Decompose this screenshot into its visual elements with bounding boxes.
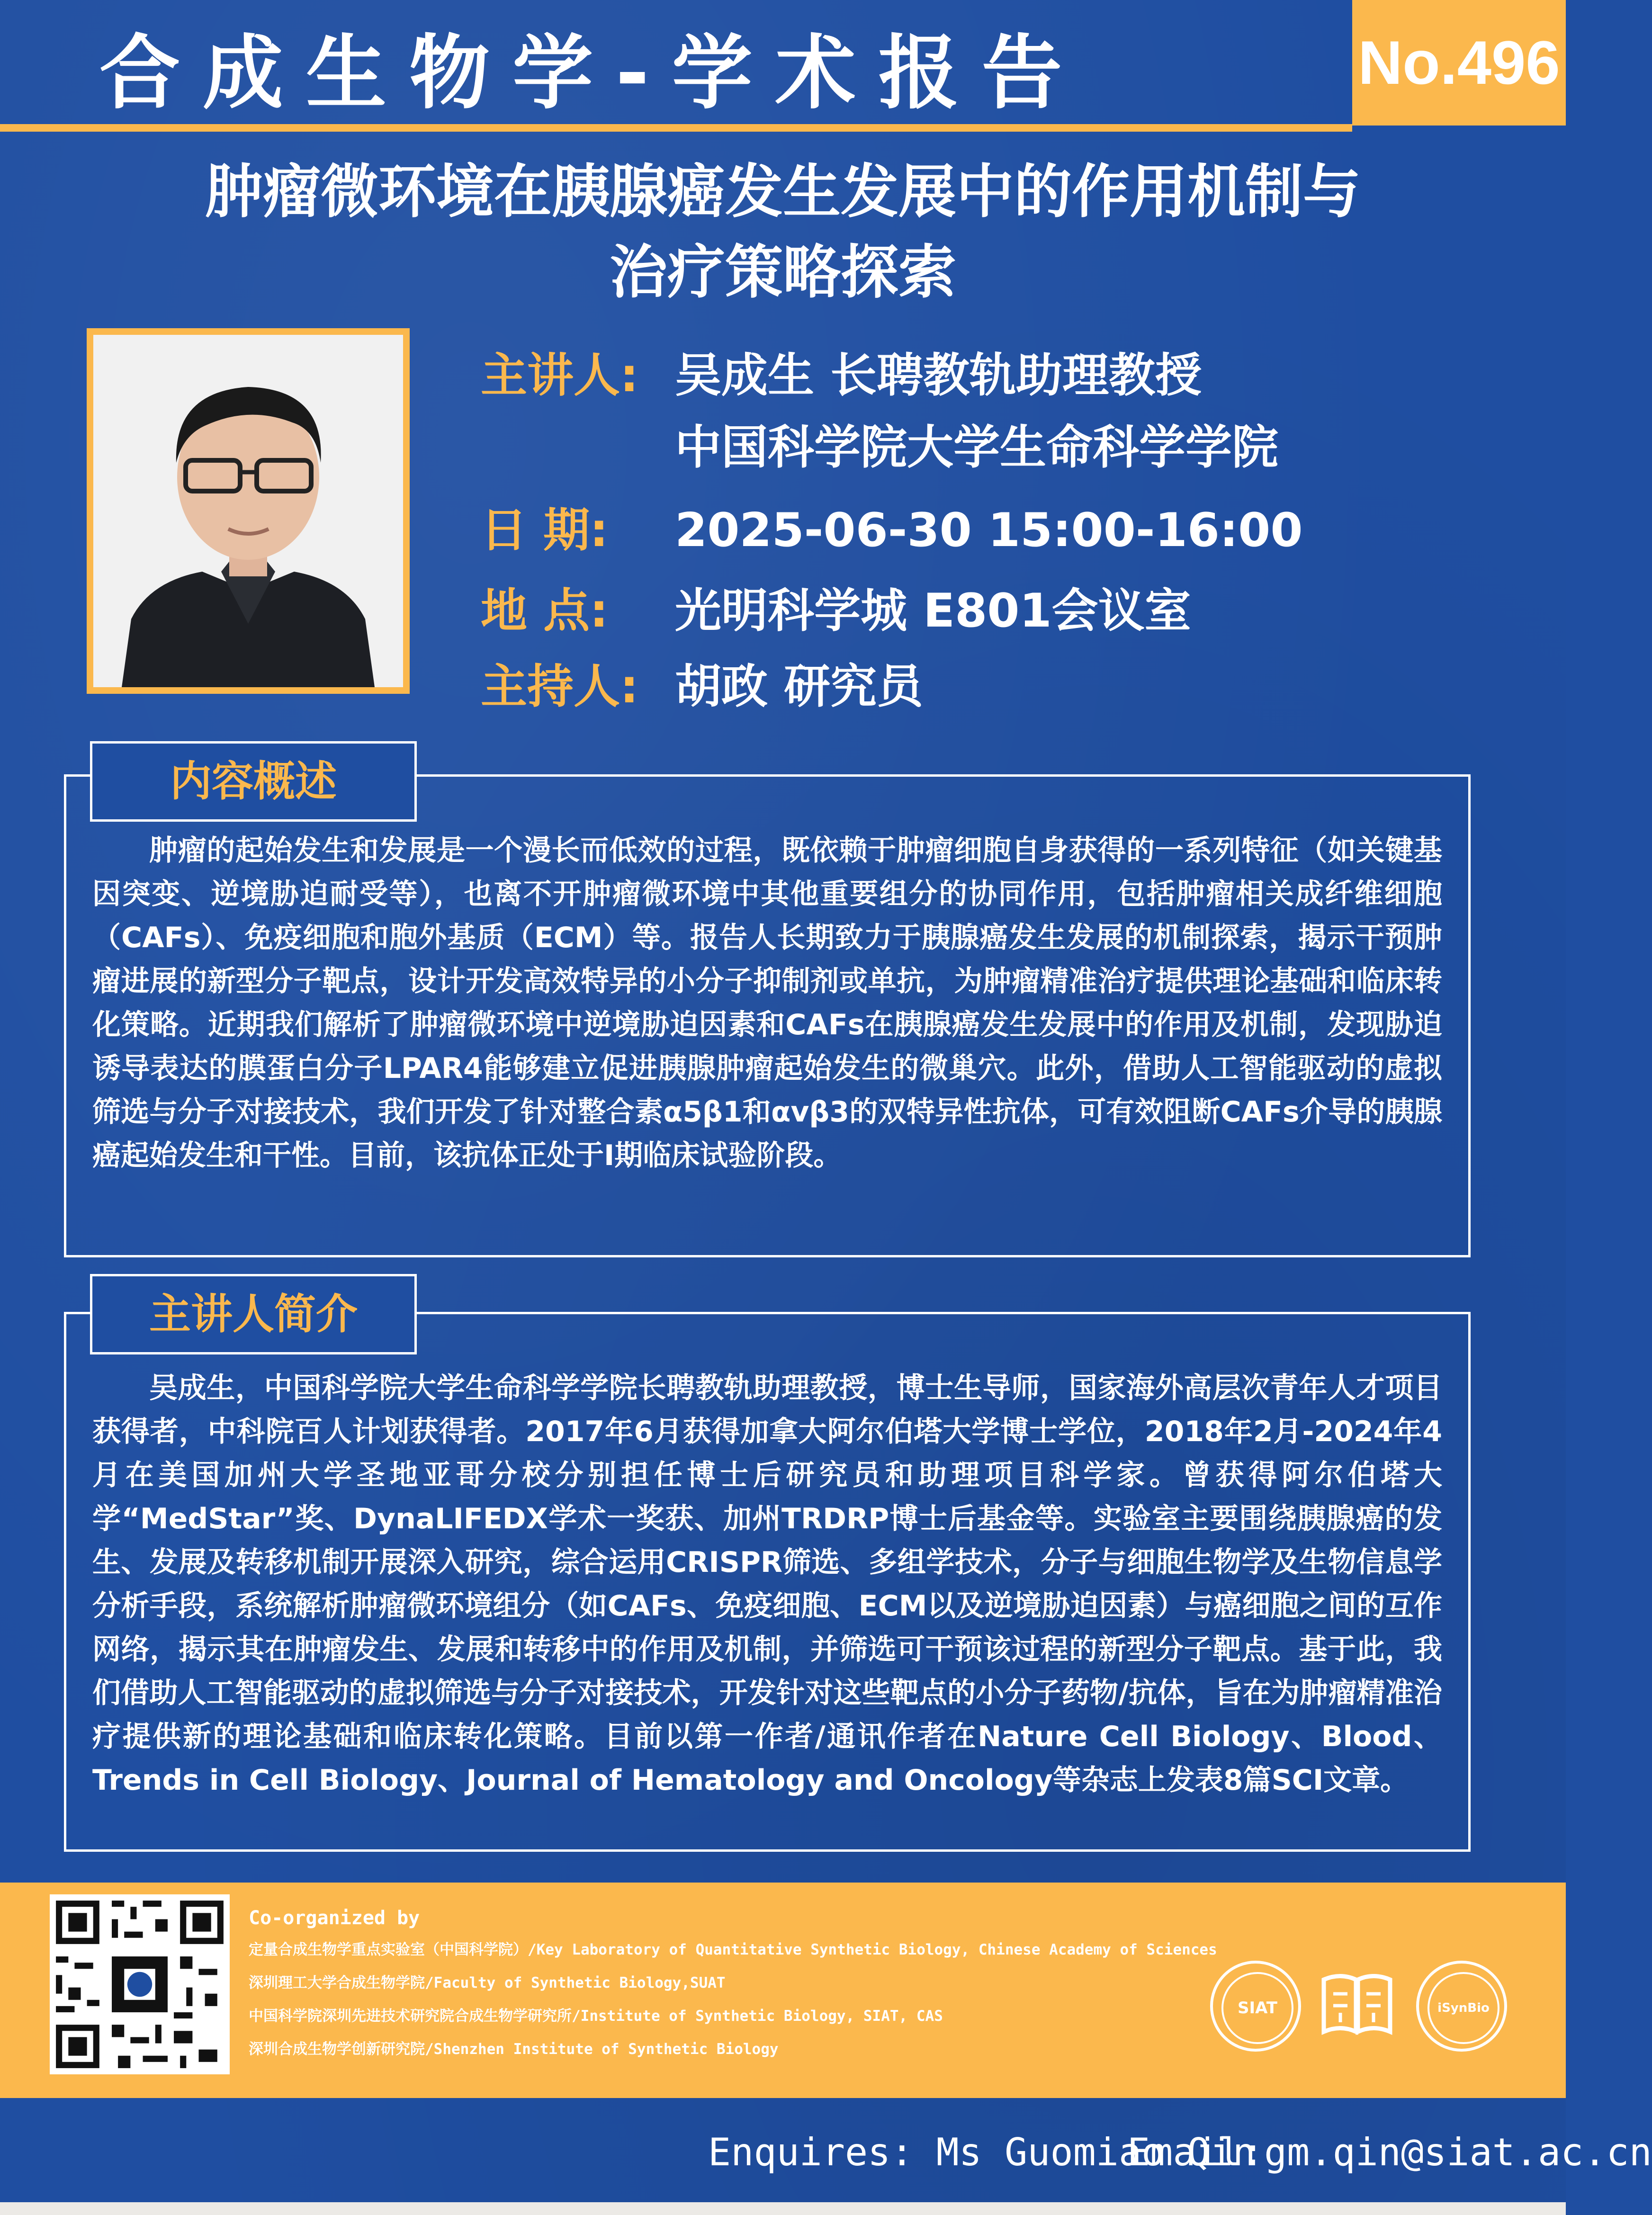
speaker-affiliation: 中国科学院大学生命科学学院 (675, 421, 1279, 475)
speaker-portrait-icon (93, 335, 403, 687)
summary-text: 肿瘤的起始发生和发展是一个漫长而低效的过程，既依赖于肿瘤细胞自身获得的一系列特征（如关键基因突变、逆境胁迫耐受等），也离不开肿瘤微环境中其他重要组分的协同作用，包括肿瘤相关成纤维细胞（CAFs）、免疫细胞和胞外基质（ECM）等。报告人长期致力于胰腺癌发生发展的机制探索，揭示干预肿瘤进展的新型分子靶点，设计开发高效特异的小分子抑制剂或单抗，为肿瘤精准治疗提供理论基础和临床转化策略。近期我们解析了肿瘤微环境中逆境胁迫因素和CAFs在胰腺癌发生发展中的作用及机制，发现胁迫诱导表达的膜蛋白分子LPAR4能够建立促进胰腺肿瘤起始发生的微巢穴。此外，借助人工智能驱动的虚拟筛选与分子对接技术，我们开发了针对整合素α5β1和αvβ3的双特异性抗体，可有效阻断CAFs介导的胰腺癌起始发生和干性。目前，该抗体正处于I期临床试验阶段。 (92, 834, 1442, 1172)
qr-code-icon (50, 1894, 230, 2074)
speaker-name: 吴成生 长聘教轨助理教授 (675, 349, 1202, 403)
organizer-1: 定量合成生物学重点实验室（中国科学院）/Key Laboratory of Quantitative Synthetic Biology, Chinese Academy of Sciences (249, 1941, 1217, 1958)
summary-box (64, 774, 1471, 1257)
enquires-contact: Enquires: Ms Guomiao Qin (708, 2130, 1256, 2174)
header-divider (0, 124, 1352, 132)
qr-code[interactable] (50, 1894, 230, 2074)
summary-heading: 内容概述 (90, 741, 417, 822)
email-contact[interactable]: Email:gm.qin@siat.ac.cn (1127, 2130, 1652, 2174)
host-value: 胡政 研究员 (675, 660, 924, 714)
talk-title-line2: 治疗策略探索 (610, 239, 956, 306)
bottom-edge (0, 2202, 1566, 2215)
speaker-label: 主讲人: (481, 349, 639, 403)
siat-logo (1210, 1961, 1301, 2052)
bio-text: 吴成生，中国科学院大学生命科学学院长聘教轨助理教授，博士生导师，国家海外高层次青年人才项目获得者，中科院百人计划获得者。2017年6月获得加拿大阿尔伯塔大学博士学位，2018年2月-2024年4月在美国加州大学圣地亚哥分校分别担任博士后研究员和助理项目科学家。曾获得阿尔伯塔大学“MedStar”奖、DynaLIFEDX学术一奖获、加州TRDRP博士后基金等。实验室主要围绕胰腺癌的发生、发展及转移机制开展深入研究，综合运用CRISPR筛选、多组学技术，分子与细胞生物学及生物信息学分析手段，系统解析肿瘤微环境组分（如CAFs、免疫细胞、ECM以及逆境胁迫因素）与癌细胞之间的互作网络，揭示其在肿瘤发生、发展和转移中的作用及机制，并筛选可干预该过程的新型分子靶点。基于此，我们借助人工智能驱动的虚拟筛选与分子对接技术，开发针对这些靶点的小分子药物/抗体，旨在为肿瘤精准治疗提供新的理论基础和临床转化策略。目前以第一作者/通讯作者在Nature Cell Biology、Blood、Trends in Cell Biology、Journal of Hematology and Oncology等杂志上发表8篇SCI文章。 (92, 1372, 1442, 1797)
date-value: 2025-06-30 15:00-16:00 (675, 503, 1303, 557)
organizer-3: 中国科学院深圳先进技术研究院合成生物学研究所/Institute of Synthetic Biology, SIAT, CAS (249, 2008, 943, 2025)
organizer-4: 深圳合成生物学创新研究院/Shenzhen Institute of Synthetic Biology (249, 2041, 779, 2058)
bio-heading: 主讲人简介 (90, 1274, 417, 1354)
issue-number-badge: No.496 (1352, 0, 1566, 126)
date-label: 日 期: (481, 503, 609, 557)
talk-title-line1: 肿瘤微环境在胰腺癌发生发展中的作用机制与 (205, 158, 1361, 225)
suat-logo (1314, 1961, 1400, 2046)
speaker-photo (87, 328, 410, 694)
book-logo-icon (1314, 1961, 1400, 2046)
talk-title (47, 152, 1518, 313)
place-label: 地 点: (481, 584, 609, 638)
organizer-2: 深圳理工大学合成生物学院/Faculty of Synthetic Biology,SUAT (249, 1974, 726, 1991)
host-label: 主持人: (481, 660, 639, 714)
series-title: 合成生物学-学术报告 (99, 27, 1085, 120)
place-value: 光明科学城 E801会议室 (675, 584, 1191, 638)
siat-logo-text: SIAT (1221, 1972, 1293, 2044)
isynbio-logo (1416, 1961, 1507, 2052)
bio-box (64, 1312, 1471, 1852)
coorganized-label: Co-organized by (249, 1907, 420, 1929)
isynbio-logo-text: iSynBio (1428, 1972, 1499, 2044)
